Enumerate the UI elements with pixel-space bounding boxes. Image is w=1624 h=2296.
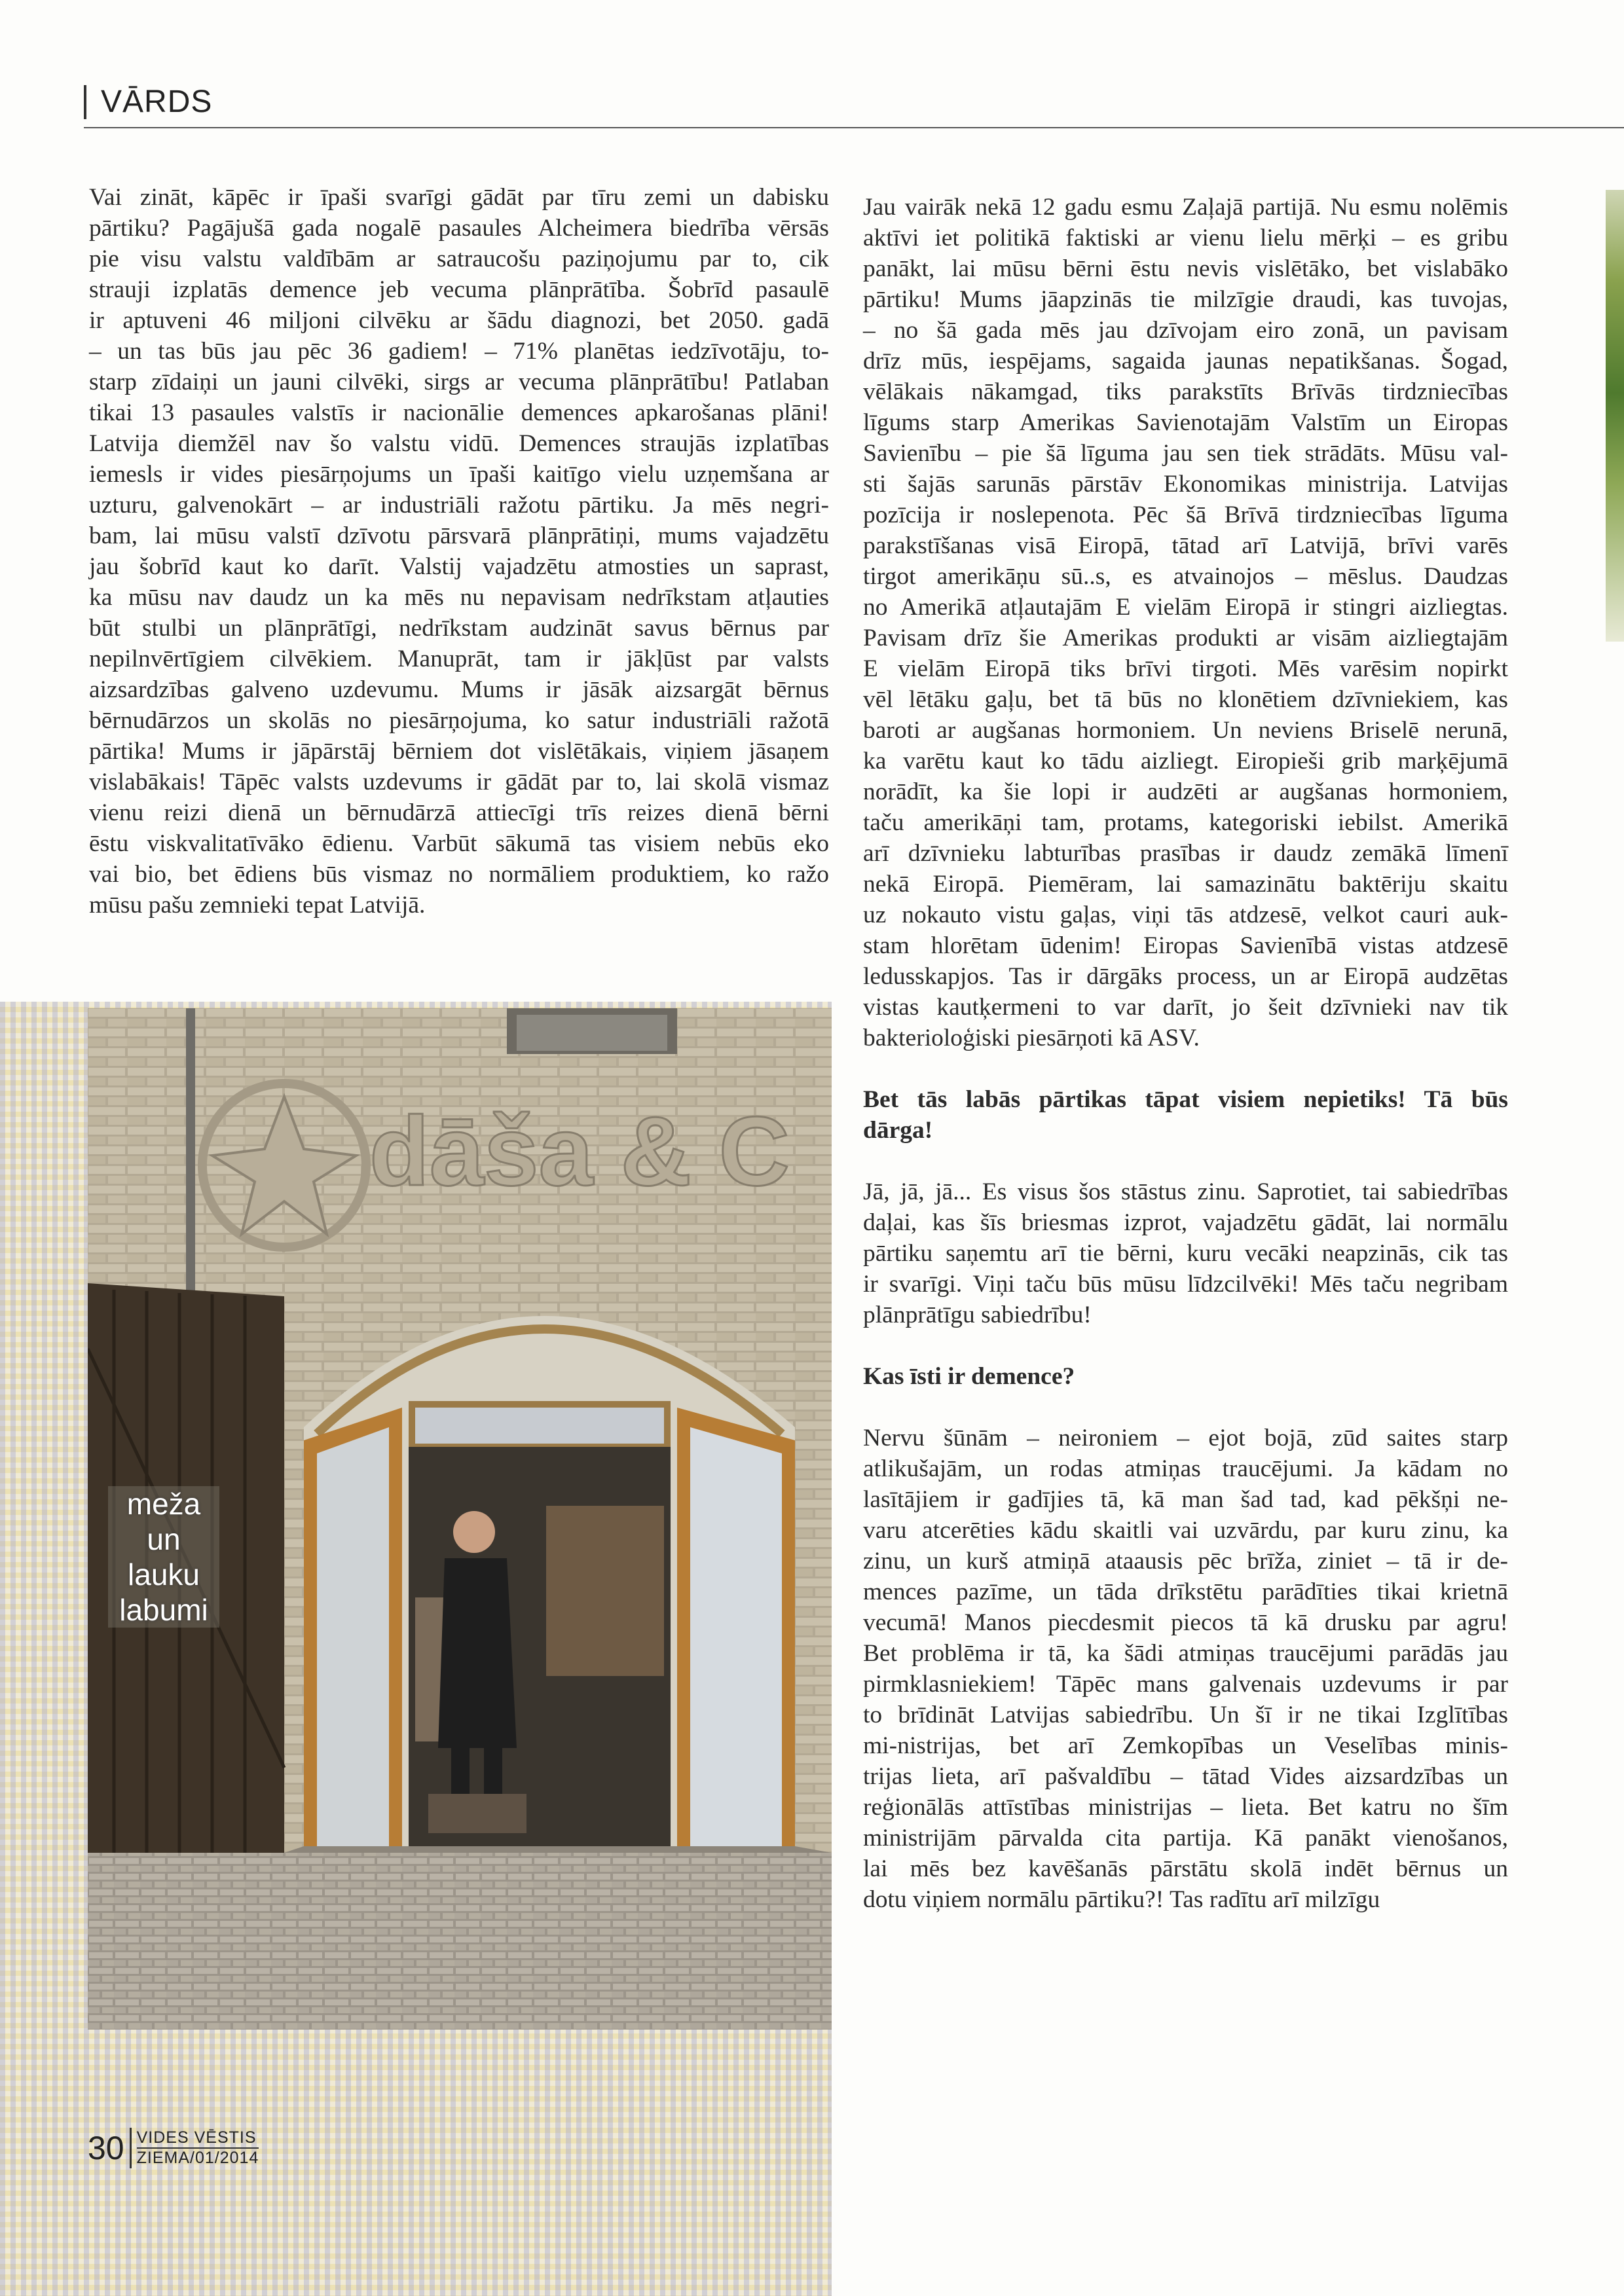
text-line: lasītājiem ir gadījies tā, kā man šad tad, kad pēkšņi ne- (863, 1486, 1508, 1513)
text-line: jau šobrīd kaut ko darīt. Valstij vajadzētu atmosties un saprast, (89, 553, 829, 580)
text-line: aizsardzības galveno uzdevumu. Mums ir jāsāk aizsargāt bērnus (89, 676, 829, 703)
caption-line: meža (126, 1487, 201, 1521)
text-line: starp zīdaiņi un jauni cilvēki, sirgs ar vecuma plānprātību! Patlaban (89, 369, 829, 395)
text-line: drīz mūs, iespējams, sagaida jaunas nepatikšanas. Šogad, (863, 348, 1508, 374)
page-number: 30 (88, 2130, 124, 2166)
text-line: Jau vairāk nekā 12 gadu esmu Zaļajā partijā. Nu esmu nolēmis (863, 194, 1508, 221)
text-line: – un tas būs jau pēc 36 gadiem! – 71% planētas iedzīvotāju, to- (89, 338, 829, 365)
caption-line: lauku (128, 1558, 200, 1592)
text-line: trijas lieta, arī pašvaldību – tātad Vides aizsardzības un (863, 1763, 1508, 1790)
text-line: ir svarīgi. Viņi taču būs mūsu līdzcilvēki! Mēs taču negribam (863, 1271, 1508, 1298)
text-line: pozīcija ir noslepenota. Pēc šā Brīvā tirdzniecības līguma (863, 501, 1508, 528)
left-column (89, 182, 829, 920)
text-line: ka mūsu nav daudz un ka mēs nu nepavisam nedrīkstam atļauties (89, 584, 829, 611)
text-line: ledusskapjos. Tas ir dārgāks process, un ar Eiropā audzētas (863, 963, 1508, 990)
text-line: varu atcerēties kādu skaitli vai uzvārdu, par kuru zinu, ka (863, 1517, 1508, 1544)
text-line: reģionālās attīstības ministrijas – lieta. Bet katru no šīm (863, 1794, 1508, 1821)
magazine-info (137, 2128, 259, 2168)
text-line: bakterioloģiski piesārņoti kā ASV. (863, 1025, 1200, 1051)
text-line: Vai zināt, kāpēc ir īpaši svarīgi gādāt par tīru zemi un dabisku (89, 184, 829, 211)
text-line: bērnudārzos un skolās no piesārņojuma, ko satur industriāli ražotā (89, 707, 829, 734)
text-line: dotu viņiem normālu pārtiku?! Tas radītu arī milzīgu (863, 1886, 1380, 1913)
text-line: taču amerikāņi tam, protams, kategoriski iebilst. Amerikā (863, 809, 1508, 836)
text-line: pirmklasniekiem! Tāpēc mans galvenais uzdevums ir par (863, 1671, 1508, 1698)
caption-line: un (147, 1522, 181, 1556)
text-line: zinu, un kurš atmiņā ataausis pēc brīža, ziniet – tā ir de- (863, 1548, 1508, 1575)
header-divider (84, 85, 86, 119)
text-line: Latvija diemžēl nav šo valstu vidū. Demences straujās izplatības (89, 430, 829, 457)
text-line: bam, lai mūsu valstī dzīvotu pārsvarā plānprātiņi, mums vajadzētu (89, 522, 829, 549)
section-header (84, 84, 212, 120)
text-line: mūsu pašu zemnieki tepat Latvijā. (89, 892, 426, 919)
text-line: lai mēs bez kavēšanās pārstātu skolā indēt bērnus un (863, 1855, 1508, 1882)
text-line: E vielām Eiropā tiks brīvi tirgoti. Mēs varēsim nopirkt (863, 655, 1508, 682)
text-line: Jā, jā, jā... Es visus šos stāstus zinu. Saprotiet, tai sabiedrības (863, 1178, 1508, 1205)
shop-sign: dāša & C (369, 1096, 790, 1206)
text-line: vienu reizi dienā un bērnudārzā attiecīgi trīs reizes dienā bērni (89, 799, 829, 826)
text-line: ir aptuveni 46 miljoni cilvēku ar šādu diagnozi, bet 2050. gadā (89, 307, 829, 334)
text-line: parakstīšanas visā Eiropā, tātad arī Latvijā, brīvi varēs (863, 532, 1508, 559)
page-footer (88, 2128, 259, 2168)
text-line: sti šajās sarunās pārstāv Ekonomikas ministrija. Latvijas (863, 471, 1508, 498)
text-line: iemesls ir vides piesārņojums un īpaši kaitīgo vielu uzņemšana ar (89, 461, 829, 488)
text-line: ministrijām pārvalda cita partija. Kā panākt vienošanos, (863, 1825, 1508, 1851)
text-line: pārtika! Mums ir jāpārstāj bērniem dot vislētākais, viņiem jāsaņem (89, 738, 829, 765)
text-line: tirgot amerikāņu sū..s, es atvainojos – mēslus. Daudzas (863, 563, 1508, 590)
text-line: vai bio, bet ēdiens būs vismaz no normāliem produktiem, ko ražo (89, 861, 829, 888)
text-line: pārtiku? Pagājušā gada nogalē pasaules Alcheimera biedrība vērsās (89, 215, 829, 242)
text-line: tikai 13 pasaules valstīs ir nacionālie demences apkarošanas plāni! (89, 399, 829, 426)
caption-line: labumi (119, 1593, 208, 1627)
text-line: vēlākais nākamgad, tiks parakstīts Brīvās tirdzniecības (863, 378, 1508, 405)
text-line: vēl lētāku gaļu, bet tā būs no klonētiem dzīvniekiem, kas (863, 686, 1508, 713)
text-line: dārga! (863, 1117, 933, 1144)
issue-label: ZIEMA/01/2014 (136, 2149, 259, 2167)
text-line: no Amerikā atļautajām E vielām Eiropā ir stingri aizliegtas. (863, 594, 1508, 621)
right-paragraph-2 (863, 1176, 1508, 1330)
shopkeeper (453, 1511, 495, 1553)
right-paragraph-1 (863, 192, 1508, 1053)
cobblestone-ground (88, 1853, 832, 2030)
text-line: Pavisam drīz šie Amerikas produkti ar visām aizliegtajām (863, 625, 1508, 651)
text-line: pārtiku! Mums jāapzinās tie milzīgie draudi, kas tuvojas, (863, 286, 1508, 313)
text-line: būt stulbi un plānprātīgi, nedrīkstam audzināt savus bērnus par (89, 615, 829, 642)
footer-divider (130, 2128, 132, 2168)
text-line: nepilnvērtīgiem cilvēkiem. Manuprāt, tam ir jākļūst par valsts (89, 646, 829, 672)
edge-photo-strip (1606, 190, 1624, 642)
text-line: daļai, kas šīs briesmas izprot, vajadzētu gādāt, lai normālu (863, 1209, 1508, 1236)
text-line: mi-nistrijas, bet arī Zemkopības un Veselības minis- (863, 1732, 1508, 1759)
interview-question-1 (863, 1084, 1508, 1146)
text-line: Savienību – pie šā līguma jau sen tiek strādāts. Mūsu val- (863, 440, 1508, 467)
text-line: ka varētu kaut ko tādu aizliegt. Eiropieši grib marķējumā (863, 748, 1508, 774)
text-line: Bet tās labās pārtikas tāpat visiem nepietiks! Tā būs (863, 1086, 1508, 1113)
text-line: panākt, lai mūsu bērni ēstu nevis vislētāko, bet vislabāko (863, 255, 1508, 282)
text-line: mences pazīme, un tāda drīkstētu parādīties tikai krietnā (863, 1578, 1508, 1605)
text-line: uz nokauto vistu gaļas, viņi tās atdzesē, velkot cauri auk- (863, 902, 1508, 928)
text-line: stam hlorētam ūdenim! Eiropas Savienībā vistas atdzesē (863, 932, 1508, 959)
photo-caption (108, 1486, 219, 1628)
text-line: to brīdināt Latvijas sabiedrību. Un šī ir ne tikai Izglītības (863, 1702, 1508, 1728)
text-line: vecumā! Manos piecdesmit piecos tā kā drusku par agru! (863, 1609, 1508, 1636)
text-line: nekā Eiropā. Piemēram, lai samazinātu baktēriju skaitu (863, 871, 1508, 898)
interview-question-2: Kas īsti ir demence? (863, 1363, 1075, 1390)
text-line: ēstu viskvalitatīvāko ēdienu. Varbūt sākumā tas visiem nebūs eko (89, 830, 829, 857)
magazine-title: VIDES VĒSTIS (137, 2128, 259, 2149)
left-paragraph (89, 182, 829, 920)
text-line: uzturu, galvenokārt – ar industriāli ražotu pārtiku. Ja mēs negri- (89, 492, 829, 519)
text-line: Bet problēma ir tā, ka šādi atmiņas traucējumi parādās jau (863, 1640, 1508, 1667)
text-line: atlikušajām, un rodas atmiņas traucējumi. Ja kādam no (863, 1455, 1508, 1482)
text-line: līgums starp Amerikas Savienotajām Valstīm un Eiropas (863, 409, 1508, 436)
right-column (863, 192, 1508, 1915)
text-line: vistas kautķermeni to var darīt, jo šeit dzīvnieki nav tik (863, 994, 1508, 1021)
text-line: baroti ar augšanas hormoniem. Un neviens Briselē nerunā, (863, 717, 1508, 744)
text-line: vislabākais! Tāpēc valsts uzdevums ir gādāt par to, lai skolā vismaz (89, 769, 829, 795)
text-line: Nervu šūnām – neironiem – ejot bojā, zūd saites starp (863, 1425, 1508, 1451)
header-rule (84, 127, 1624, 128)
right-paragraph-3 (863, 1423, 1508, 1915)
text-line: – no šā gada mēs jau dzīvojam eiro zonā, un pavisam (863, 317, 1508, 344)
section-title: VĀRDS (101, 84, 213, 119)
text-line: aktīvi iet politikā faktiski ar vienu lielu mērķi – es gribu (863, 225, 1508, 251)
text-line: arī dzīvnieku labturības prasības ir daudz zemākā līmenī (863, 840, 1508, 867)
text-line: pie visu valstu valdībām ar satraucošu paziņojumu par to, cik (89, 246, 829, 272)
text-line: plānprātīgu sabiedrību! (863, 1302, 1092, 1328)
text-line: strauji izplatās demence jeb vecuma plānprātība. Šobrīd pasaulē (89, 276, 829, 303)
text-line: norādīt, ka šie lopi ir audzēti ar augšanas hormoniem, (863, 778, 1508, 805)
text-line: pārtiku saņemtu arī tie bērni, kuru vecāki neapzinās, cik tas (863, 1240, 1508, 1267)
